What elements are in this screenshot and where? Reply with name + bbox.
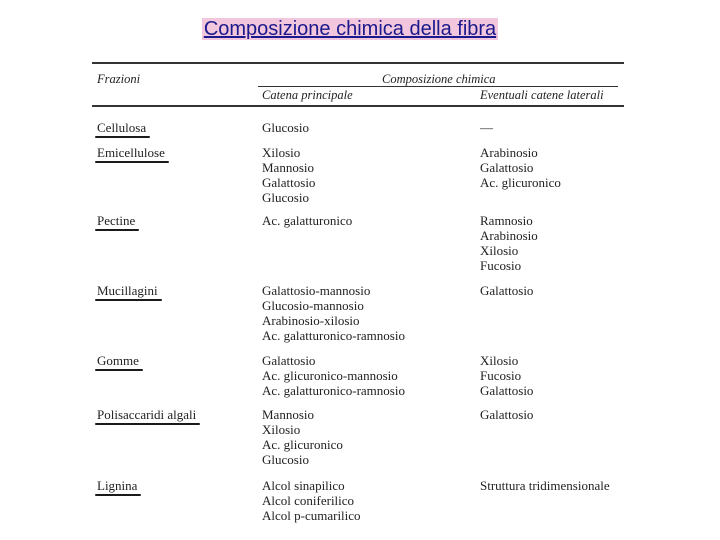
side-chain-item: Ramnosio bbox=[480, 213, 533, 228]
main-chain-cell bbox=[262, 213, 352, 228]
main-chain-item: Ac. glicuronico-mannosio bbox=[262, 368, 398, 383]
side-chain-cell bbox=[480, 353, 533, 398]
main-chain-item: Galattosio-mannosio bbox=[262, 283, 371, 298]
main-chain-item: Ac. galatturonico bbox=[262, 213, 353, 228]
header-bottom-rule bbox=[92, 105, 624, 107]
main-chain-cell bbox=[262, 120, 309, 135]
side-chain-item: Arabinosio bbox=[480, 145, 538, 160]
side-chain-item: Galattosio bbox=[480, 383, 534, 398]
main-chain-cell bbox=[262, 478, 361, 523]
main-chain-item: Mannosio bbox=[262, 160, 314, 175]
side-chain-item: Arabinosio bbox=[480, 228, 538, 243]
side-chain-item: — bbox=[480, 120, 493, 135]
main-chain-item: Xilosio bbox=[262, 422, 301, 437]
main-chain-cell bbox=[262, 283, 405, 343]
header-main-chain: Catena principale bbox=[262, 88, 353, 102]
page-title: Composizione chimica della fibra bbox=[203, 18, 497, 40]
side-chain-cell bbox=[480, 120, 493, 135]
header-side-chains: Eventuali catene laterali bbox=[480, 88, 604, 102]
main-chain-cell bbox=[262, 145, 315, 205]
side-chain-item: Galattosio bbox=[480, 283, 534, 298]
fraction-label: Emicellulose bbox=[97, 145, 165, 160]
fraction-label: Gomme bbox=[97, 353, 139, 368]
fraction-label: Lignina bbox=[97, 478, 137, 493]
side-chain-item: Xilosio bbox=[480, 243, 519, 258]
fraction-label: Polisaccaridi algali bbox=[97, 407, 196, 422]
main-chain-item: Glucosio-mannosio bbox=[262, 298, 364, 313]
main-chain-item: Galattosio bbox=[262, 175, 316, 190]
side-chain-item: Galattosio bbox=[480, 160, 534, 175]
header-composition: Composizione chimica bbox=[382, 72, 496, 86]
side-chain-item: Ac. glicuronico bbox=[480, 175, 561, 190]
side-chain-cell bbox=[480, 407, 533, 422]
side-chain-item: Struttura tridimensionale bbox=[480, 478, 610, 493]
main-chain-item: Alcol p-cumarilico bbox=[262, 508, 361, 523]
side-chain-cell bbox=[480, 478, 610, 493]
main-chain-item: Ac. galatturonico-ramnosio bbox=[262, 328, 405, 343]
side-chain-cell bbox=[480, 283, 533, 298]
main-chain-cell bbox=[262, 407, 343, 467]
main-chain-item: Ac. galatturonico-ramnosio bbox=[262, 383, 405, 398]
fraction-label: Cellulosa bbox=[97, 120, 146, 135]
side-chain-item: Galattosio bbox=[480, 407, 534, 422]
main-chain-item: Xilosio bbox=[262, 145, 301, 160]
main-chain-item: Arabinosio-xilosio bbox=[262, 313, 360, 328]
main-chain-item: Mannosio bbox=[262, 407, 314, 422]
header-sub-rule bbox=[258, 86, 618, 87]
top-rule bbox=[92, 62, 624, 64]
side-chain-cell bbox=[480, 145, 561, 190]
main-chain-item: Glucosio bbox=[262, 120, 309, 135]
side-chain-cell bbox=[480, 213, 538, 273]
main-chain-item: Alcol sinapilico bbox=[262, 478, 345, 493]
fraction-label: Pectine bbox=[97, 213, 135, 228]
main-chain-item: Glucosio bbox=[262, 190, 309, 205]
header-fractions: Frazioni bbox=[97, 72, 141, 86]
main-chain-cell bbox=[262, 353, 405, 398]
main-chain-item: Galattosio bbox=[262, 353, 316, 368]
fraction-label: Mucillagini bbox=[97, 283, 158, 298]
main-chain-item: Alcol coniferilico bbox=[262, 493, 355, 508]
side-chain-item: Fucosio bbox=[480, 258, 522, 273]
side-chain-item: Fucosio bbox=[480, 368, 522, 383]
main-chain-item: Ac. glicuronico bbox=[262, 437, 343, 452]
side-chain-item: Xilosio bbox=[480, 353, 519, 368]
main-chain-item: Glucosio bbox=[262, 452, 309, 467]
fiber-composition-table bbox=[92, 60, 624, 530]
